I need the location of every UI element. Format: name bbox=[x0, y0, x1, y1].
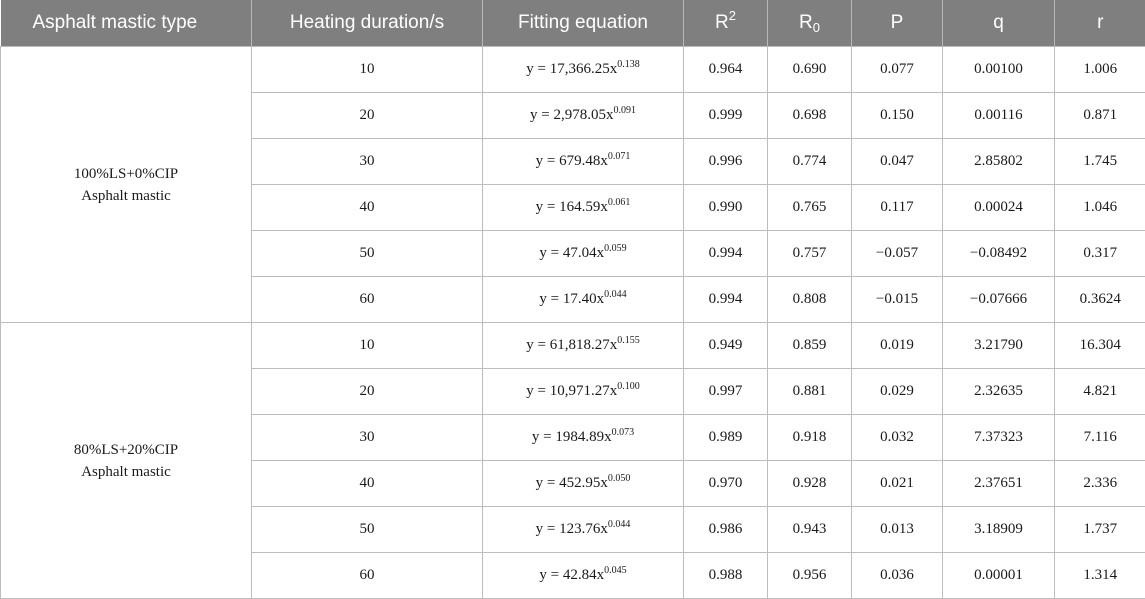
equation-exponent: 0.061 bbox=[608, 197, 631, 208]
equation-base: y = 1984.89x bbox=[532, 429, 612, 445]
p-cell: 0.150 bbox=[852, 93, 943, 139]
r-squared-cell: 0.988 bbox=[684, 553, 768, 599]
heating-duration-cell: 60 bbox=[252, 553, 483, 599]
r-squared-cell: 0.990 bbox=[684, 185, 768, 231]
header-q: q bbox=[943, 0, 1055, 47]
equation-exponent: 0.100 bbox=[617, 381, 640, 392]
equation-exponent: 0.050 bbox=[608, 473, 631, 484]
equation-exponent: 0.155 bbox=[617, 335, 640, 346]
header-r-squared-base: R bbox=[715, 12, 729, 33]
header-p: P bbox=[852, 0, 943, 47]
r-squared-cell: 0.970 bbox=[684, 461, 768, 507]
header-r-zero-sub: 0 bbox=[813, 20, 820, 35]
fitting-equation-cell bbox=[483, 47, 684, 93]
p-cell: 0.032 bbox=[852, 415, 943, 461]
p-cell: 0.036 bbox=[852, 553, 943, 599]
equation-exponent: 0.138 bbox=[617, 59, 640, 70]
q-cell: 7.37323 bbox=[943, 415, 1055, 461]
header-r-squared-sup: 2 bbox=[729, 8, 736, 23]
q-cell: 2.85802 bbox=[943, 139, 1055, 185]
r-cell: 1.745 bbox=[1055, 139, 1145, 185]
r-cell: 16.304 bbox=[1055, 323, 1145, 369]
r-squared-cell: 0.986 bbox=[684, 507, 768, 553]
heating-duration-cell: 50 bbox=[252, 231, 483, 277]
header-r-zero bbox=[768, 0, 852, 47]
q-cell: 2.32635 bbox=[943, 369, 1055, 415]
q-cell: 0.00116 bbox=[943, 93, 1055, 139]
p-cell: 0.077 bbox=[852, 47, 943, 93]
equation-base: y = 452.95x bbox=[536, 475, 608, 491]
r-squared-cell: 0.994 bbox=[684, 277, 768, 323]
equation-exponent: 0.073 bbox=[612, 427, 635, 438]
equation-base: y = 2,978.05x bbox=[530, 107, 613, 123]
header-row bbox=[1, 0, 1145, 47]
table-row bbox=[1, 323, 1145, 369]
r-cell: 7.116 bbox=[1055, 415, 1145, 461]
equation-base: y = 17.40x bbox=[539, 291, 604, 307]
header-fitting-equation: Fitting equation bbox=[483, 0, 684, 47]
p-cell: 0.019 bbox=[852, 323, 943, 369]
fitting-equation-cell bbox=[483, 277, 684, 323]
r-zero-cell: 0.859 bbox=[768, 323, 852, 369]
mastic-type-cell bbox=[1, 47, 252, 323]
r-zero-cell: 0.808 bbox=[768, 277, 852, 323]
mastic-type-name: 100%LS+0%CIP bbox=[1, 163, 251, 185]
q-cell: −0.07666 bbox=[943, 277, 1055, 323]
r-zero-cell: 0.928 bbox=[768, 461, 852, 507]
fitting-equation-cell bbox=[483, 369, 684, 415]
r-cell: 1.737 bbox=[1055, 507, 1145, 553]
header-r: r bbox=[1055, 0, 1145, 47]
p-cell: 0.047 bbox=[852, 139, 943, 185]
r-cell: 1.314 bbox=[1055, 553, 1145, 599]
r-squared-cell: 0.996 bbox=[684, 139, 768, 185]
heating-duration-cell: 50 bbox=[252, 507, 483, 553]
r-cell: 1.046 bbox=[1055, 185, 1145, 231]
p-cell: −0.015 bbox=[852, 277, 943, 323]
equation-exponent: 0.071 bbox=[608, 151, 631, 162]
r-cell: 2.336 bbox=[1055, 461, 1145, 507]
equation-base: y = 47.04x bbox=[539, 245, 604, 261]
table-body bbox=[1, 47, 1145, 599]
table-row bbox=[1, 47, 1145, 93]
equation-base: y = 164.59x bbox=[536, 199, 608, 215]
fitting-equation-cell bbox=[483, 553, 684, 599]
r-zero-cell: 0.918 bbox=[768, 415, 852, 461]
heating-duration-cell: 60 bbox=[252, 277, 483, 323]
p-cell: 0.117 bbox=[852, 185, 943, 231]
heating-duration-cell: 10 bbox=[252, 47, 483, 93]
heating-duration-cell: 20 bbox=[252, 93, 483, 139]
q-cell: 3.18909 bbox=[943, 507, 1055, 553]
r-zero-cell: 0.690 bbox=[768, 47, 852, 93]
header-heating-duration: Heating duration/s bbox=[252, 0, 483, 47]
fitting-equation-cell bbox=[483, 139, 684, 185]
fitting-equation-cell bbox=[483, 461, 684, 507]
equation-base: y = 123.76x bbox=[536, 521, 608, 537]
r-squared-cell: 0.997 bbox=[684, 369, 768, 415]
mastic-type-suffix: Asphalt mastic bbox=[1, 461, 251, 483]
r-cell: 0.3624 bbox=[1055, 277, 1145, 323]
heating-duration-cell: 30 bbox=[252, 415, 483, 461]
q-cell: 0.00024 bbox=[943, 185, 1055, 231]
q-cell: −0.08492 bbox=[943, 231, 1055, 277]
r-squared-cell: 0.994 bbox=[684, 231, 768, 277]
heating-duration-cell: 20 bbox=[252, 369, 483, 415]
q-cell: 2.37651 bbox=[943, 461, 1055, 507]
q-cell: 3.21790 bbox=[943, 323, 1055, 369]
heating-duration-cell: 10 bbox=[252, 323, 483, 369]
r-squared-cell: 0.964 bbox=[684, 47, 768, 93]
p-cell: 0.029 bbox=[852, 369, 943, 415]
header-r-squared bbox=[684, 0, 768, 47]
r-squared-cell: 0.999 bbox=[684, 93, 768, 139]
p-cell: −0.057 bbox=[852, 231, 943, 277]
fitting-equation-cell bbox=[483, 507, 684, 553]
r-cell: 0.871 bbox=[1055, 93, 1145, 139]
header-mastic-type: Asphalt mastic type bbox=[1, 0, 252, 47]
mastic-type-cell bbox=[1, 323, 252, 599]
r-zero-cell: 0.698 bbox=[768, 93, 852, 139]
r-cell: 1.006 bbox=[1055, 47, 1145, 93]
table-header bbox=[1, 0, 1145, 47]
fitting-equation-cell bbox=[483, 323, 684, 369]
mastic-type-name: 80%LS+20%CIP bbox=[1, 439, 251, 461]
r-zero-cell: 0.757 bbox=[768, 231, 852, 277]
equation-base: y = 61,818.27x bbox=[526, 337, 617, 353]
equation-base: y = 17,366.25x bbox=[526, 61, 617, 77]
q-cell: 0.00100 bbox=[943, 47, 1055, 93]
mastic-type-suffix: Asphalt mastic bbox=[1, 185, 251, 207]
q-cell: 0.00001 bbox=[943, 553, 1055, 599]
r-zero-cell: 0.956 bbox=[768, 553, 852, 599]
r-zero-cell: 0.943 bbox=[768, 507, 852, 553]
r-squared-cell: 0.989 bbox=[684, 415, 768, 461]
fitting-equation-cell bbox=[483, 93, 684, 139]
equation-exponent: 0.044 bbox=[604, 289, 627, 300]
equation-base: y = 10,971.27x bbox=[526, 383, 617, 399]
p-cell: 0.013 bbox=[852, 507, 943, 553]
r-zero-cell: 0.774 bbox=[768, 139, 852, 185]
r-cell: 0.317 bbox=[1055, 231, 1145, 277]
r-zero-cell: 0.765 bbox=[768, 185, 852, 231]
fitting-equation-cell bbox=[483, 231, 684, 277]
heating-duration-cell: 30 bbox=[252, 139, 483, 185]
equation-exponent: 0.091 bbox=[613, 105, 636, 116]
equation-exponent: 0.059 bbox=[604, 243, 627, 254]
equation-exponent: 0.044 bbox=[608, 519, 631, 530]
equation-base: y = 42.84x bbox=[539, 567, 604, 583]
header-r-zero-base: R bbox=[799, 12, 813, 33]
equation-exponent: 0.045 bbox=[604, 565, 627, 576]
r-zero-cell: 0.881 bbox=[768, 369, 852, 415]
r-cell: 4.821 bbox=[1055, 369, 1145, 415]
equation-base: y = 679.48x bbox=[536, 153, 608, 169]
heating-duration-cell: 40 bbox=[252, 185, 483, 231]
r-squared-cell: 0.949 bbox=[684, 323, 768, 369]
fitting-equation-cell bbox=[483, 415, 684, 461]
p-cell: 0.021 bbox=[852, 461, 943, 507]
heating-duration-cell: 40 bbox=[252, 461, 483, 507]
fitting-equation-cell bbox=[483, 185, 684, 231]
